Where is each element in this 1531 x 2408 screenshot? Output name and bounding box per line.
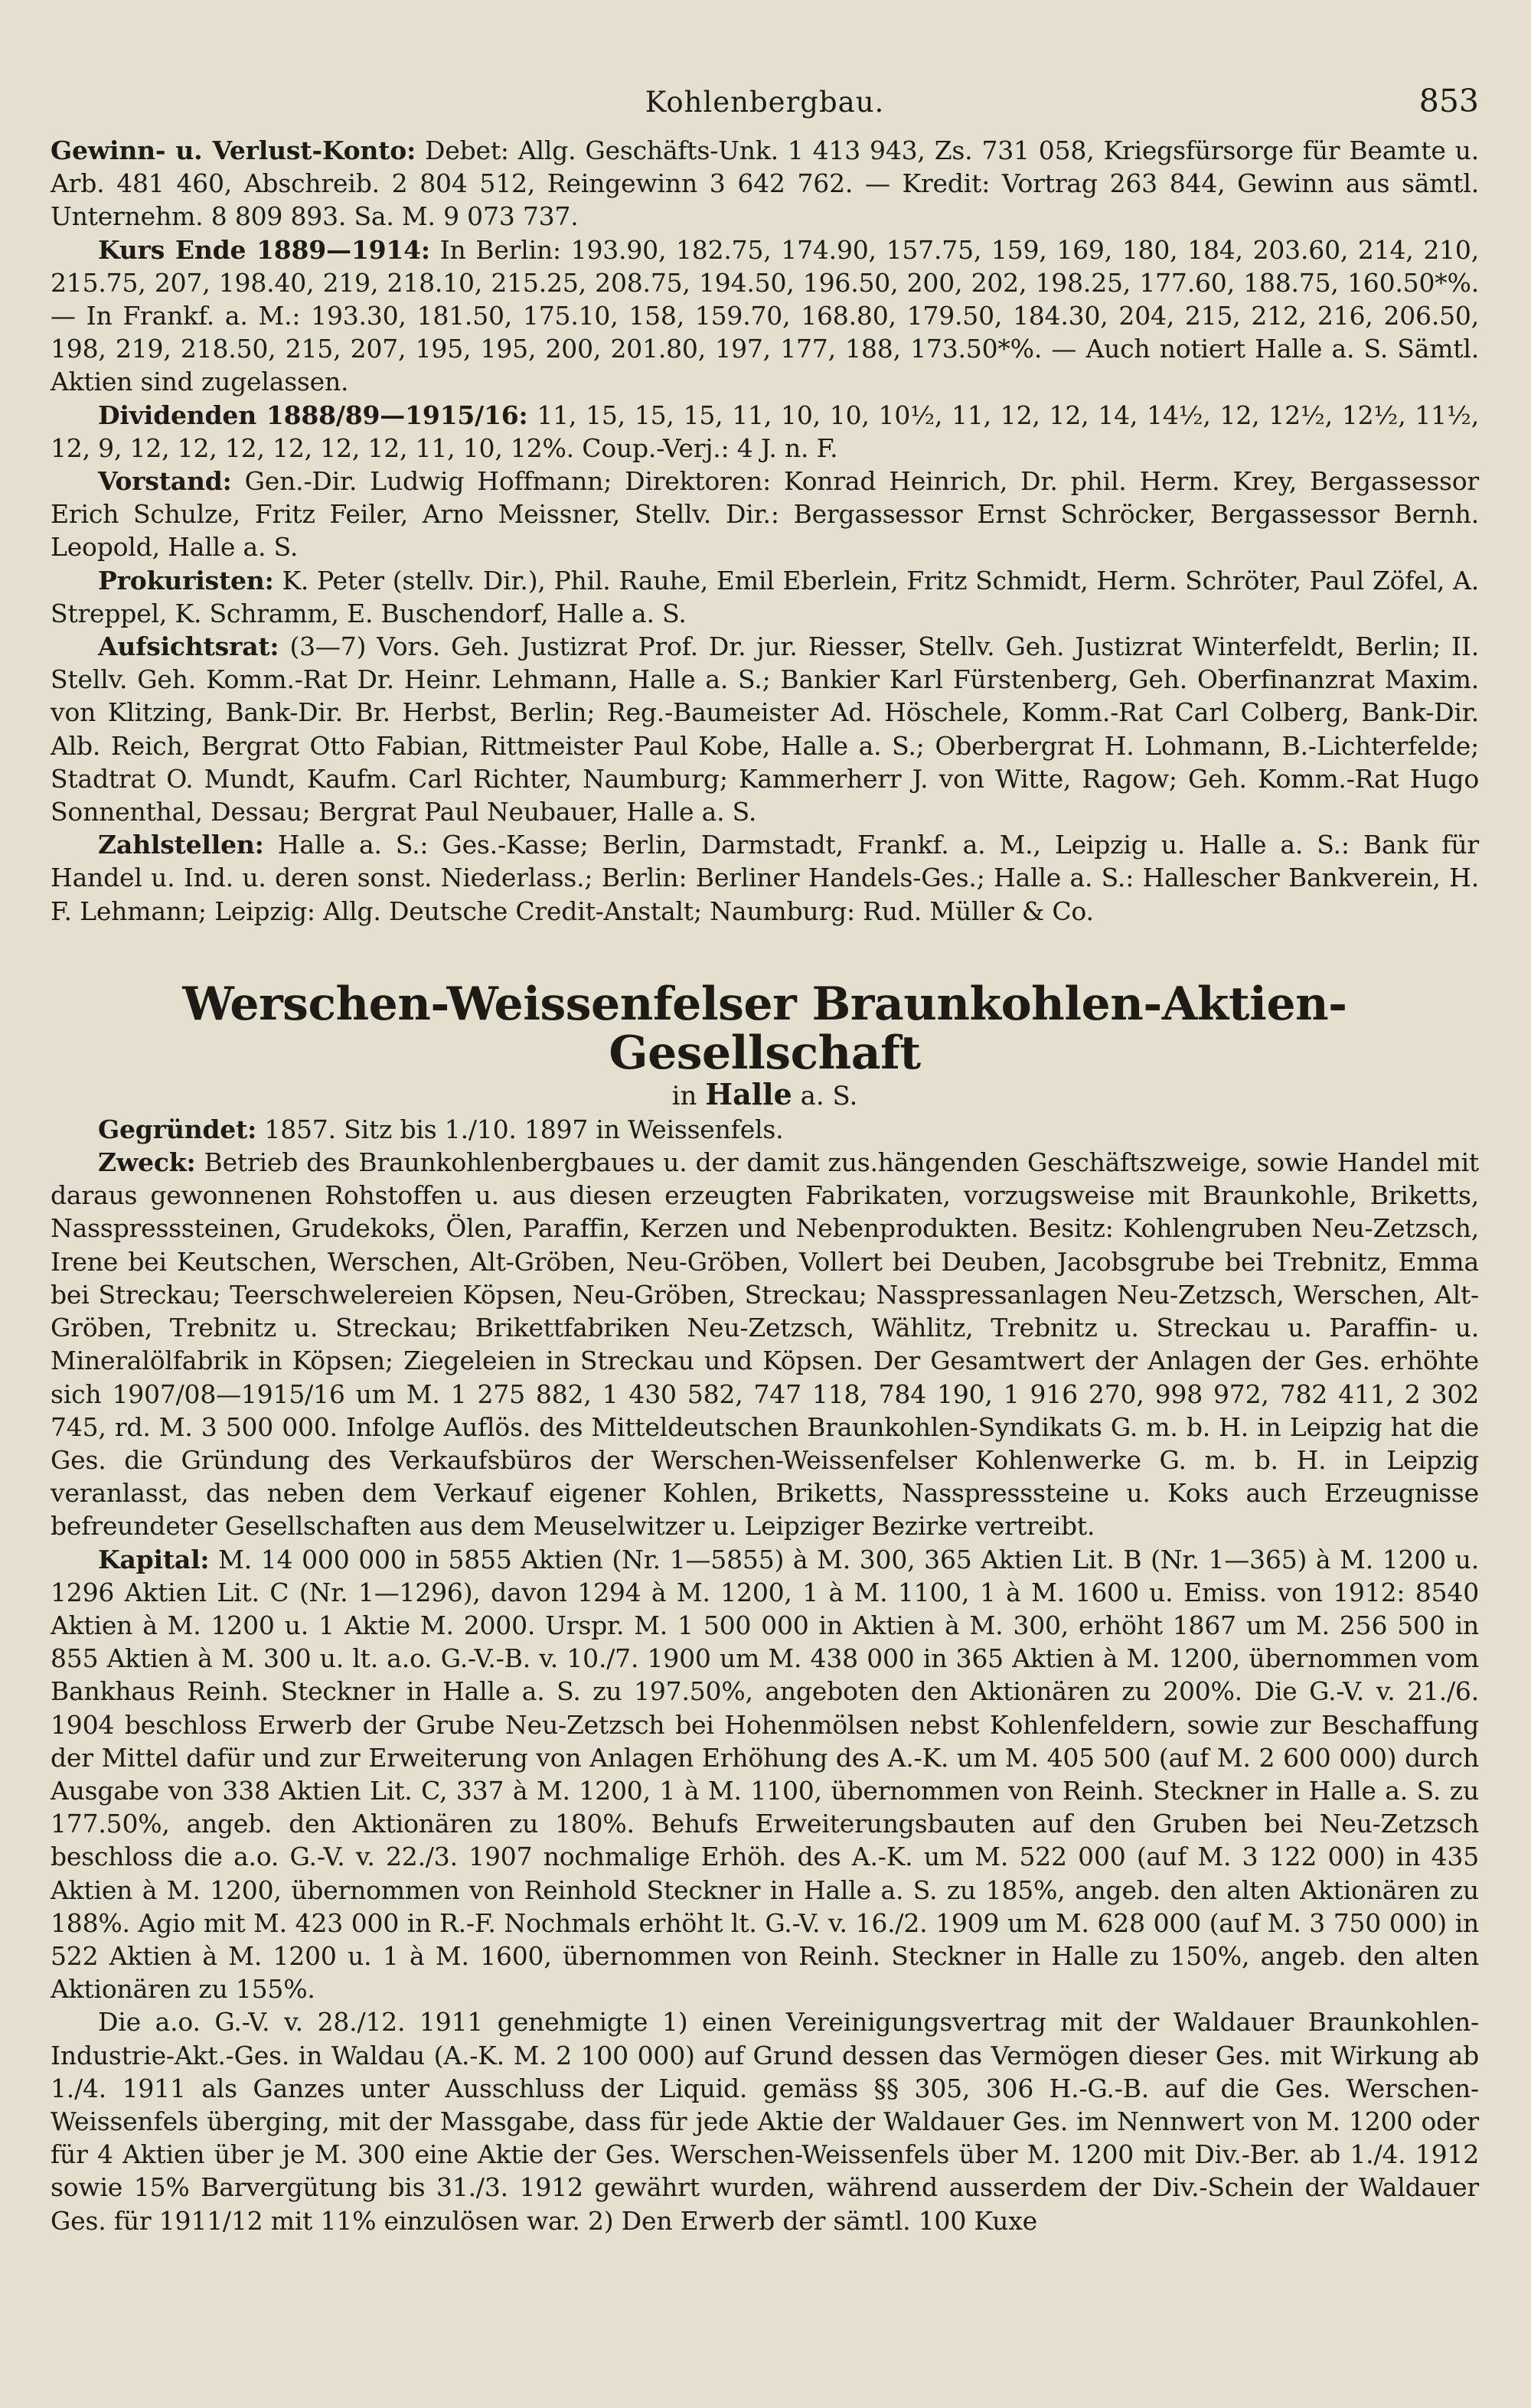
company-heading: Werschen-Weissenfelser Braunkohlen-Aktien-Gesellschaft (182, 977, 1347, 1080)
paragraph-text: Gen.-Dir. Ludwig Hoffmann; Direktoren: Konrad Heinrich, Dr. phil. Herm. Krey, Bergassessor Erich Schulze, Fritz Feiler, Arno Meissner, Stellv. Dir.: Bergassessor Ernst Schröcker, Bergassessor Bernh. Leopold, Halle a. S. (51, 466, 1479, 563)
section-previous-company (51, 134, 1479, 928)
paragraph-dividenden (51, 399, 1479, 465)
label: Zweck: (98, 1147, 196, 1178)
location-suffix: a. S. (800, 1080, 858, 1111)
paragraph-text: M. 14 000 000 in 5855 Aktien (Nr. 1—5855) à M. 300, 365 Aktien Lit. B (Nr. 1—365) à M. 1200 u. 1296 Aktien Lit. C (Nr. 1—1296), davon 1294 à M. 1200, 1 à M. 1100, 1 à M. 1600 u. Emiss. von 1912: 8540 Aktien à M. 1200 u. 1 Aktie M. 2000. Urspr. M. 1 500 000 in Aktien à M. 300, erhöht 1867 um M. 256 500 in 855 Aktien à M. 300 u. lt. a.o. G.-V.-B. v. 10./7. 1900 um M. 438 000 in 365 Aktien à M. 1200, übernommen vom Bankhaus Reinh. Steckner in Halle a. S. zu 197.50%, angeboten den Aktionären zu 200%. Die G.-V. v. 21./6. 1904 beschloss Erwerb der Grube Neu-Zetzsch bei Hohenmölsen nebst Kohlenfeldern, sowie zur Beschaffung der Mittel dafür und zur Erweiterung von Anlagen Erhöhung des A.-K. um M. 405 500 (auf M. 2 600 000) durch Ausgabe von 338 Aktien Lit. C, 337 à M. 1200, 1 à M. 1100, übernommen von Reinh. Steckner in Halle a. S. zu 177.50%, angeb. den Aktionären zu 180%. Behufs Erweiterungsbauten auf den Gruben bei Neu-Zetzsch beschloss die a.o. G.-V. v. 22./3. 1907 nochmalige Erhöh. des A.-K. um M. 522 000 (auf M. 3 122 000) in 435 Aktien à M. 1200, übernommen von Reinhold Steckner in Halle a. S. zu 185%, angeb. den alten Aktionären zu 188%. Agio mit M. 423 000 in R.-F. Nochmals erhöht lt. G.-V. v. 16./2. 1909 um M. 628 000 (auf M. 3 750 000) in 522 Aktien à M. 1200 u. 1 à M. 1600, übernommen von Reinh. Steckner in Halle zu 150%, angeb. den alten Aktionären zu 155%. (51, 1544, 1479, 2005)
paragraph-vorstand (51, 465, 1479, 564)
paragraph-text: Die a.o. G.-V. v. 28./12. 1911 genehmigte 1) einen Vereinigungsvertrag mit der Waldauer Braunkohlen-Industrie-Akt.-Ges. in Waldau (A.-K. M. 2 100 000) auf Grund dessen das Vermögen dieser Ges. mit Wirkung ab 1./4. 1911 als Ganzes unter Ausschluss der Liquid. gemäss §§ 305, 306 H.-G.-B. auf die Ges. Werschen-Weissenfels überging, mit der Massgabe, dass für jede Aktie der Waldauer Ges. im Nennwert von M. 1200 oder für 4 Aktien über je M. 300 eine Aktie der Ges. Werschen-Weissenfels über M. 1200 mit Div.-Ber. ab 1./4. 1912 sowie 15% Barvergütung bis 31./3. 1912 gewährt wurden, während ausserdem der Div.-Schein der Waldauer Ges. für 1911/12 mit 11% einzulösen war. 2) Den Erwerb der sämtl. 100 Kuxe (51, 2007, 1479, 2236)
paragraph-kurs (51, 233, 1479, 399)
paragraph-text: Halle a. S.: Ges.-Kasse; Berlin, Darmstadt, Frankf. a. M., Leipzig u. Halle a. S.: Bank für Handel u. Ind. u. deren sonst. Niederlass.; Berlin: Berliner Handels-Ges.; Halle a. S.: Hallescher Bankverein, H. F. Lehmann; Leipzig: Allg. Deutsche Credit-Anstalt; Naumburg: Rud. Müller & Co. (51, 830, 1479, 926)
paragraph-gewinn-verlust (51, 134, 1479, 233)
paragraph-aufsichtsrat (51, 630, 1479, 828)
label: Prokuristen: (98, 565, 274, 595)
paragraph-text: Betrieb des Braunkohlenbergbaues u. der damit zus.hängenden Geschäftszweige, sowie Handel mit daraus gewonnenen Rohstoffen u. aus diesen erzeugten Fabrikaten, vorzugsweise mit Braunkohle, Briketts, Nasspresssteinen, Grudekoks, Ölen, Paraffin, Kerzen und Nebenprodukten. Besitz: Kohlengruben Neu-Zetzsch, Irene bei Keutschen, Werschen, Alt-Gröben, Neu-Gröben, Vollert bei Deuben, Jacobsgrube bei Trebnitz, Emma bei Streckau; Teerschwelereien Köpsen, Neu-Gröben, Streckau; Nasspressanlagen Neu-Zetzsch, Werschen, Alt-Gröben, Trebnitz u. Streckau; Brikettfabriken Neu-Zetzsch, Wählitz, Trebnitz u. Streckau u. Paraffin- u. Mineralölfabrik in Köpsen; Ziegeleien in Streckau und Köpsen. Der Gesamtwert der Anlagen der Ges. erhöhte sich 1907/08—1915/16 um M. 1 275 882, 1 430 582, 747 118, 784 190, 1 916 270, 998 972, 782 411, 2 302 745, rd. M. 3 500 000. Infolge Auflös. des Mitteldeutschen Braunkohlen-Syndikats G. m. b. H. in Leipzig hat die Ges. die Gründung des Verkaufsbüros der Werschen-Weissenfelser Kohlenwerke G. m. b. H. in Leipzig veranlasst, das neben dem Verkauf eigener Kohlen, Briketts, Nasspresssteine u. Koks auch Erzeugnisse befreundeter Gesellschaften aus dem Meuselwitzer u. Leipziger Bezirke vertreibt. (51, 1147, 1479, 1542)
paragraph-text: Debet: Allg. Geschäfts-Unk. 1 413 943, Zs. 731 058, Kriegsfürsorge für Beamte u. Arb. 481 460, Abschreib. 2 804 512, Reingewinn 3 642 762. — Kredit: Vortrag 263 844, Gewinn aus sämtl. Unternehm. 8 809 893. Sa. M. 9 073 737. (51, 135, 1479, 232)
paragraph-kapital (51, 1543, 1479, 2006)
label: Dividenden 1888/89—1915/16: (98, 400, 528, 430)
paragraph-zweck (51, 1146, 1479, 1542)
label: Kurs Ende 1889—1914: (98, 234, 430, 265)
paragraph-text: 11, 15, 15, 15, 11, 10, 10, 10½, 11, 12, 12, 14, 14½, 12, 12½, 12½, 11½, 12, 9, 12, 12, 12, 12, 12, 12, 11, 10, 12%. Coup.-Verj.: 4 J. n. F. (51, 400, 1480, 463)
paragraph-gegruendet (51, 1113, 1479, 1146)
page-number: 853 (1418, 83, 1479, 119)
company-location (51, 1078, 1479, 1113)
paragraph-text: K. Peter (stellv. Dir.), Phil. Rauhe, Emil Eberlein, Fritz Schmidt, Herm. Schröter, Paul Zöfel, A. Streppel, K. Schramm, E. Buschendorf, Halle a. S. (51, 565, 1479, 628)
label: Vorstand: (98, 466, 232, 497)
paragraph-prokuristen (51, 564, 1479, 630)
label: Gewinn- u. Verlust-Konto: (51, 135, 416, 165)
label: Aufsichtsrat: (98, 631, 279, 662)
running-header (51, 0, 1479, 134)
paragraph-text: 1857. Sitz bis 1./10. 1897 in Weissenfels. (256, 1114, 784, 1144)
header-title: Kohlenbergbau. (645, 86, 885, 119)
location-prefix: in (671, 1080, 697, 1111)
paragraph-ausserordentliche-gv (51, 2005, 1479, 2237)
label: Kapital: (98, 1544, 210, 1574)
paragraph-text: In Berlin: 193.90, 182.75, 174.90, 157.75, 159, 169, 180, 184, 203.60, 214, 210, 215.75, 207, 198.40, 219, 218.10, 215.25, 208.75, 194.50, 196.50, 200, 202, 198.25, 177.60, 188.75, 160.50*%. — In Frankf. a. M.: 193.30, 181.50, 175.10, 158, 159.70, 168.80, 179.50, 184.30, 204, 215, 212, 216, 206.50, 198, 219, 218.50, 215, 207, 195, 195, 200, 201.80, 197, 177, 188, 173.50*%. — Auch notiert Halle a. S. Sämtl. Aktien sind zugelassen. (51, 234, 1480, 397)
paragraph-text: (3—7) Vors. Geh. Justizrat Prof. Dr. jur. Riesser, Stellv. Geh. Justizrat Winterfeldt, Berlin; II. Stellv. Geh. Komm.-Rat Dr. Heinr. Lehmann, Halle a. S.; Bankier Karl Fürstenberg, Geh. Oberfinanzrat Maxim. von Klitzing, Bank-Dir. Br. Herbst, Berlin; Reg.-Baumeister Ad. Höschele, Komm.-Rat Carl Colberg, Bank-Dir. Alb. Reich, Bergrat Otto Fabian, Rittmeister Paul Kobe, Halle a. S.; Oberbergrat H. Lohmann, B.-Lichterfelde; Stadtrat O. Mundt, Kaufm. Carl Richter, Naumburg; Kammerherr J. von Witte, Ragow; Geh. Komm.-Rat Hugo Sonnenthal, Dessau; Bergrat Paul Neubauer, Halle a. S. (51, 631, 1479, 827)
label: Zahlstellen: (98, 830, 264, 860)
label: Gegründet: (98, 1114, 257, 1144)
paragraph-zahlstellen (51, 828, 1479, 928)
location-city: Halle (705, 1076, 792, 1111)
section-company-entry (51, 1113, 1479, 2237)
